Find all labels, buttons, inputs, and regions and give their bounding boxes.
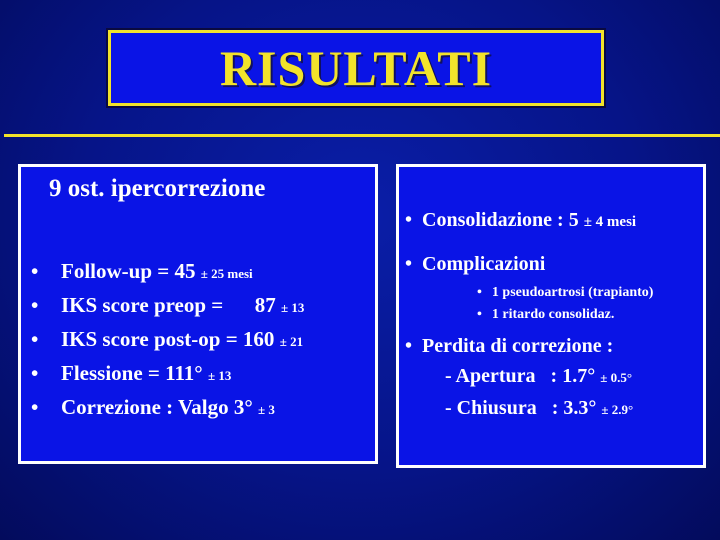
list-item: • Follow-up = 45 ± 25 mesi xyxy=(31,259,253,283)
list-item: • IKS score preop = 87 ± 13 xyxy=(31,293,305,317)
complicazione-subitem: • 1 ritardo consolidaz. xyxy=(477,307,615,322)
slide-title: RISULTATI xyxy=(219,40,493,96)
list-item: • Correzione : Valgo 3° ± 3 xyxy=(31,395,275,419)
title-divider xyxy=(4,134,720,137)
list-item: • Flessione = 111° ± 13 xyxy=(31,361,232,385)
perdita-item: • Perdita di correzione : xyxy=(405,335,614,357)
apertura-line: - Apertura : 1.7° ± 0.5° xyxy=(445,365,633,387)
complicazione-subitem: • 1 pseudoartrosi (trapianto) xyxy=(477,285,654,300)
title-box xyxy=(108,30,604,106)
left-results-list xyxy=(27,259,367,429)
list-item: • IKS score post-op = 160 ± 21 xyxy=(31,327,304,351)
left-panel xyxy=(18,164,378,464)
consolidazione-item: • Consolidazione : 5 ± 4 mesi xyxy=(405,209,637,231)
left-panel-heading: 9 ost. ipercorrezione xyxy=(49,175,266,202)
right-panel xyxy=(396,164,706,468)
complicazioni-item: • Complicazioni xyxy=(405,253,546,275)
chiusura-line: - Chiusura : 3.3° ± 2.9° xyxy=(445,397,634,419)
